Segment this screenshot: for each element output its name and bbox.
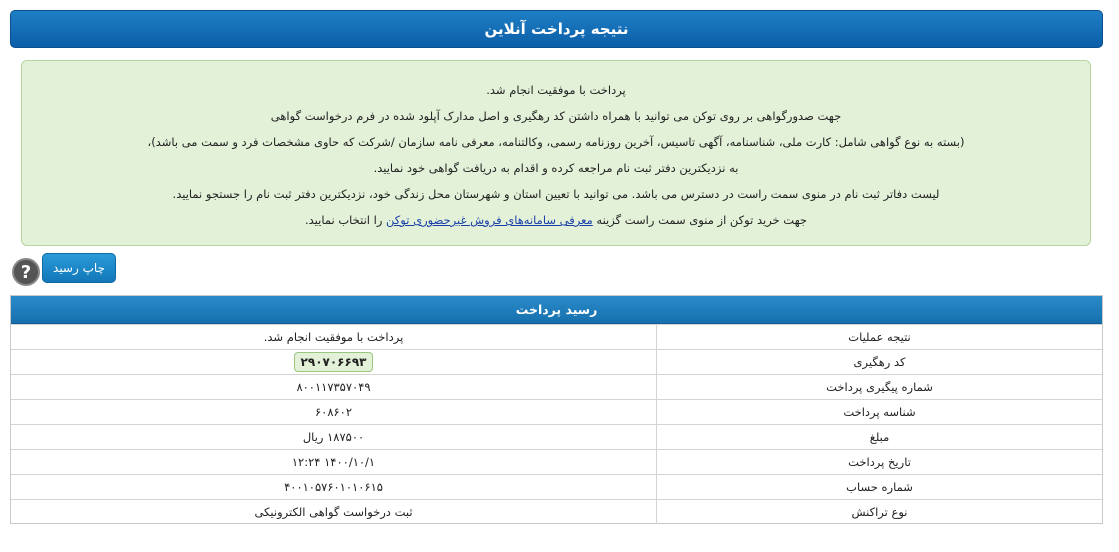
row-label: شماره حساب	[656, 475, 1102, 499]
notice-line-1: پرداخت با موفقیت انجام شد.	[486, 83, 626, 97]
row-value: ۱۸۷۵۰۰ ریال	[302, 430, 365, 444]
row-label: نتیجه عملیات	[656, 325, 1102, 349]
tracking-code: ۲۹۰۷۰۶۶۹۳	[294, 352, 374, 372]
row-label: مبلغ	[656, 425, 1102, 449]
receipt-table	[10, 295, 1103, 524]
table-row	[11, 499, 1102, 524]
notice-line-5: لیست دفاتر ثبت نام در منوی سمت راست در دسترس می باشد. می توانید با تعیین استان و شهرستان محل زندگی خود، نزدیکترین دفتر ثبت نام را جستجو نمایید.	[172, 187, 940, 201]
table-row	[11, 349, 1102, 374]
table-row	[11, 399, 1102, 424]
row-value: ۶۰۸۶۰۲	[314, 405, 353, 419]
notice-line-2: جهت صدورگواهی بر روی توکن می توانید با همراه داشتن کد رهگیری و اصل مدارک آپلود شده در فرم درخواست گواهی	[270, 109, 842, 123]
row-value: پرداخت با موفقیت انجام شد.	[263, 330, 404, 344]
row-value: ۸۰۰۱۱۷۳۵۷۰۴۹	[296, 380, 371, 394]
notice-line-4: به نزدیکترین دفتر ثبت نام مراجعه کرده و اقدام به دریافت گواهی خود نمایید.	[373, 161, 739, 175]
table-row	[11, 424, 1102, 449]
row-label: نوع تراکنش	[656, 500, 1102, 524]
row-value: ۱۴۰۰/۱۰/۱ ۱۲:۲۴	[291, 455, 376, 469]
page-title: نتیجه پرداخت آنلاین	[10, 10, 1103, 48]
row-value: ۴۰۰۱۰۵۷۶۰۱۰۱۰۶۱۵	[284, 480, 383, 494]
row-value	[11, 350, 656, 374]
table-row	[11, 449, 1102, 474]
help-icon[interactable]: ?	[12, 258, 40, 286]
table-row	[11, 374, 1102, 399]
table-row	[11, 474, 1102, 499]
row-label: شناسه پرداخت	[656, 400, 1102, 424]
row-label: تاریخ پرداخت	[656, 450, 1102, 474]
row-label: کد رهگیری	[656, 350, 1102, 374]
notice-line-6	[22, 207, 1090, 233]
token-sales-link[interactable]: معرفی سامانه‌های فروش غیرحضوری توکن	[386, 213, 593, 227]
notice-line-6-prefix: جهت خرید توکن از منوی سمت راست گزینه	[596, 213, 808, 227]
notice-line-6-suffix: را انتخاب نمایید.	[304, 213, 383, 227]
print-receipt-button[interactable]: چاپ رسید	[42, 253, 116, 283]
row-value: ثبت درخواست گواهی الکترونیکی	[254, 505, 413, 519]
notice-line-3: (بسته به نوع گواهی شامل: کارت ملی، شناسنامه، آگهی تاسیس، آخرین روزنامه رسمی، وکالتنامه، معرفی نامه سازمان /شرکت که حاوی مشخصات فرد و سمت می باشد)،	[147, 135, 965, 149]
row-label: شماره پیگیری پرداخت	[656, 375, 1102, 399]
receipt-header: رسید پرداخت	[11, 296, 1102, 324]
table-row	[11, 324, 1102, 349]
success-notice	[21, 60, 1091, 246]
